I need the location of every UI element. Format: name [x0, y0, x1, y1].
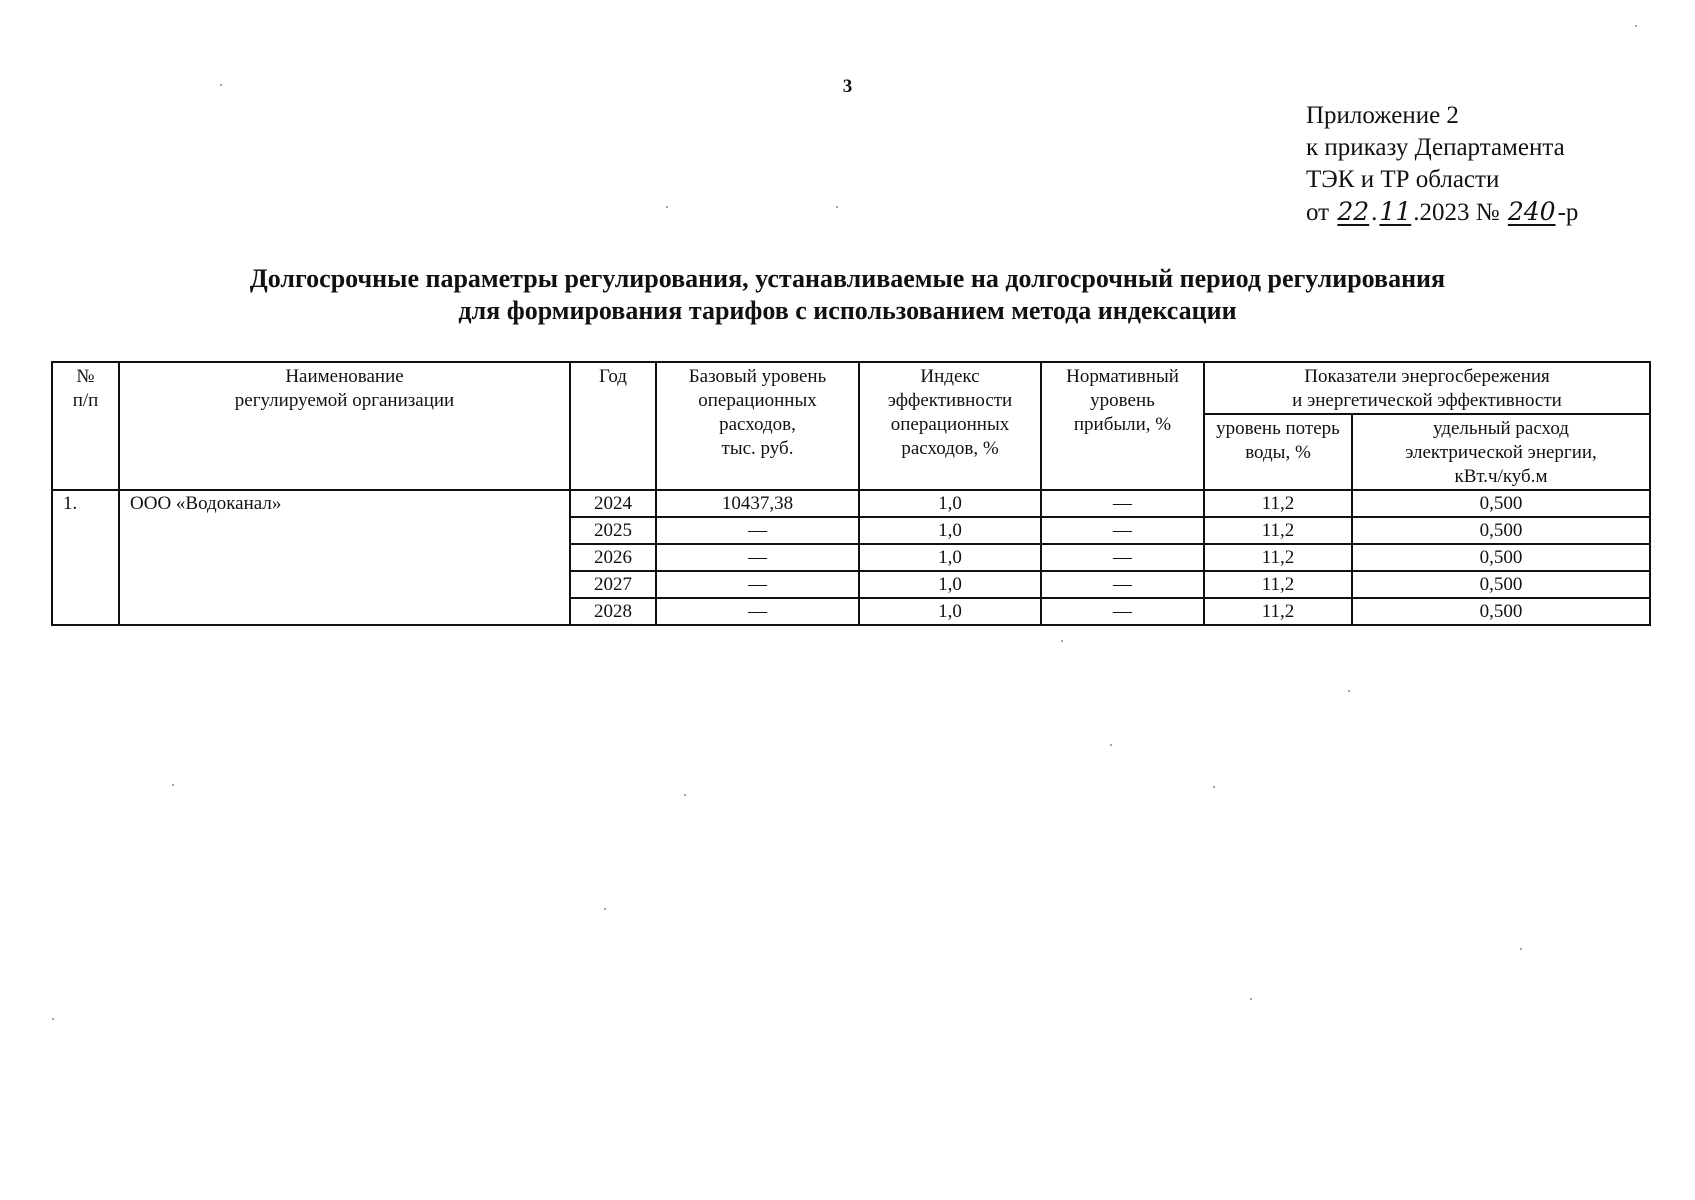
cell-efficiency-index: 1,0	[859, 571, 1041, 598]
header-base-level: Базовый уровень операционных расходов, тыс. руб.	[656, 362, 859, 490]
date-month: 11	[1379, 197, 1412, 226]
cell-water-losses: 11,2	[1204, 544, 1352, 571]
cell-energy-consumption: 0,500	[1352, 544, 1650, 571]
cell-energy-consumption: 0,500	[1352, 598, 1650, 625]
appendix-block	[1306, 100, 1578, 229]
speckle	[1250, 998, 1252, 1000]
order-number: 240	[1507, 197, 1556, 226]
cell-year: 2028	[570, 598, 656, 625]
cell-year: 2025	[570, 517, 656, 544]
appendix-line3: ТЭК и ТР области	[1306, 166, 1500, 193]
date-prefix: от	[1306, 199, 1330, 226]
speckle	[220, 84, 222, 86]
cell-energy-consumption: 0,500	[1352, 517, 1650, 544]
cell-efficiency-index: 1,0	[859, 598, 1041, 625]
header-water-losses: уровень потерь воды, %	[1204, 414, 1352, 490]
cell-base-level: —	[656, 598, 859, 625]
cell-profit-level: —	[1041, 598, 1204, 625]
appendix-date-line: от 22.11.2023 № 240-р	[1306, 197, 1579, 226]
cell-water-losses: 11,2	[1204, 490, 1352, 517]
cell-efficiency-index: 1,0	[859, 544, 1041, 571]
header-num: № п/п	[52, 362, 119, 490]
cell-water-losses: 11,2	[1204, 517, 1352, 544]
document-title	[0, 263, 1695, 327]
cell-base-level: —	[656, 517, 859, 544]
header-org-name: Наименование регулируемой организации	[119, 362, 570, 490]
cell-efficiency-index: 1,0	[859, 490, 1041, 517]
speckle	[1635, 25, 1637, 27]
header-energy-group: Показатели энергосбережения и энергетической эффективности	[1204, 362, 1650, 414]
appendix-line2: к приказу Департамента	[1306, 134, 1565, 161]
speckle	[684, 794, 686, 796]
speckle	[1520, 948, 1522, 950]
cell-profit-level: —	[1041, 517, 1204, 544]
header-energy-consumption: удельный расход электрической энергии, кВт.ч/куб.м	[1352, 414, 1650, 490]
cell-efficiency-index: 1,0	[859, 517, 1041, 544]
cell-profit-level: —	[1041, 544, 1204, 571]
speckle	[604, 908, 606, 910]
speckle	[172, 784, 174, 786]
order-suffix: -р	[1557, 199, 1579, 226]
row-number: 1.	[52, 490, 119, 625]
cell-water-losses: 11,2	[1204, 571, 1352, 598]
title-line2: для формирования тарифов с использованием метода индексации	[458, 296, 1237, 325]
cell-year: 2024	[570, 490, 656, 517]
cell-water-losses: 11,2	[1204, 598, 1352, 625]
speckle	[1061, 640, 1063, 642]
page-number: 3	[842, 76, 853, 97]
speckle	[1110, 744, 1112, 746]
header-year: Год	[570, 362, 656, 490]
speckle	[1213, 786, 1215, 788]
cell-base-level: 10437,38	[656, 490, 859, 517]
speckle	[1348, 690, 1350, 692]
header-row	[52, 362, 1650, 414]
cell-energy-consumption: 0,500	[1352, 490, 1650, 517]
parameters-table	[51, 361, 1651, 626]
organization-name: ООО «Водоканал»	[119, 490, 570, 625]
cell-year: 2026	[570, 544, 656, 571]
cell-profit-level: —	[1041, 490, 1204, 517]
cell-base-level: —	[656, 571, 859, 598]
table-row	[52, 490, 1650, 517]
speckle	[836, 206, 838, 208]
date-day: 22	[1337, 197, 1370, 226]
cell-profit-level: —	[1041, 571, 1204, 598]
cell-base-level: —	[656, 544, 859, 571]
date-year: .2023 №	[1413, 199, 1500, 226]
header-profit-level: Нормативный уровень прибыли, %	[1041, 362, 1204, 490]
speckle	[666, 206, 668, 208]
speckle	[52, 1018, 54, 1020]
cell-year: 2027	[570, 571, 656, 598]
appendix-line1: Приложение 2	[1306, 102, 1459, 129]
header-efficiency-index: Индекс эффективности операционных расходов, %	[859, 362, 1041, 490]
title-line1: Долгосрочные параметры регулирования, устанавливаемые на долгосрочный период регулирования	[249, 264, 1446, 293]
cell-energy-consumption: 0,500	[1352, 571, 1650, 598]
